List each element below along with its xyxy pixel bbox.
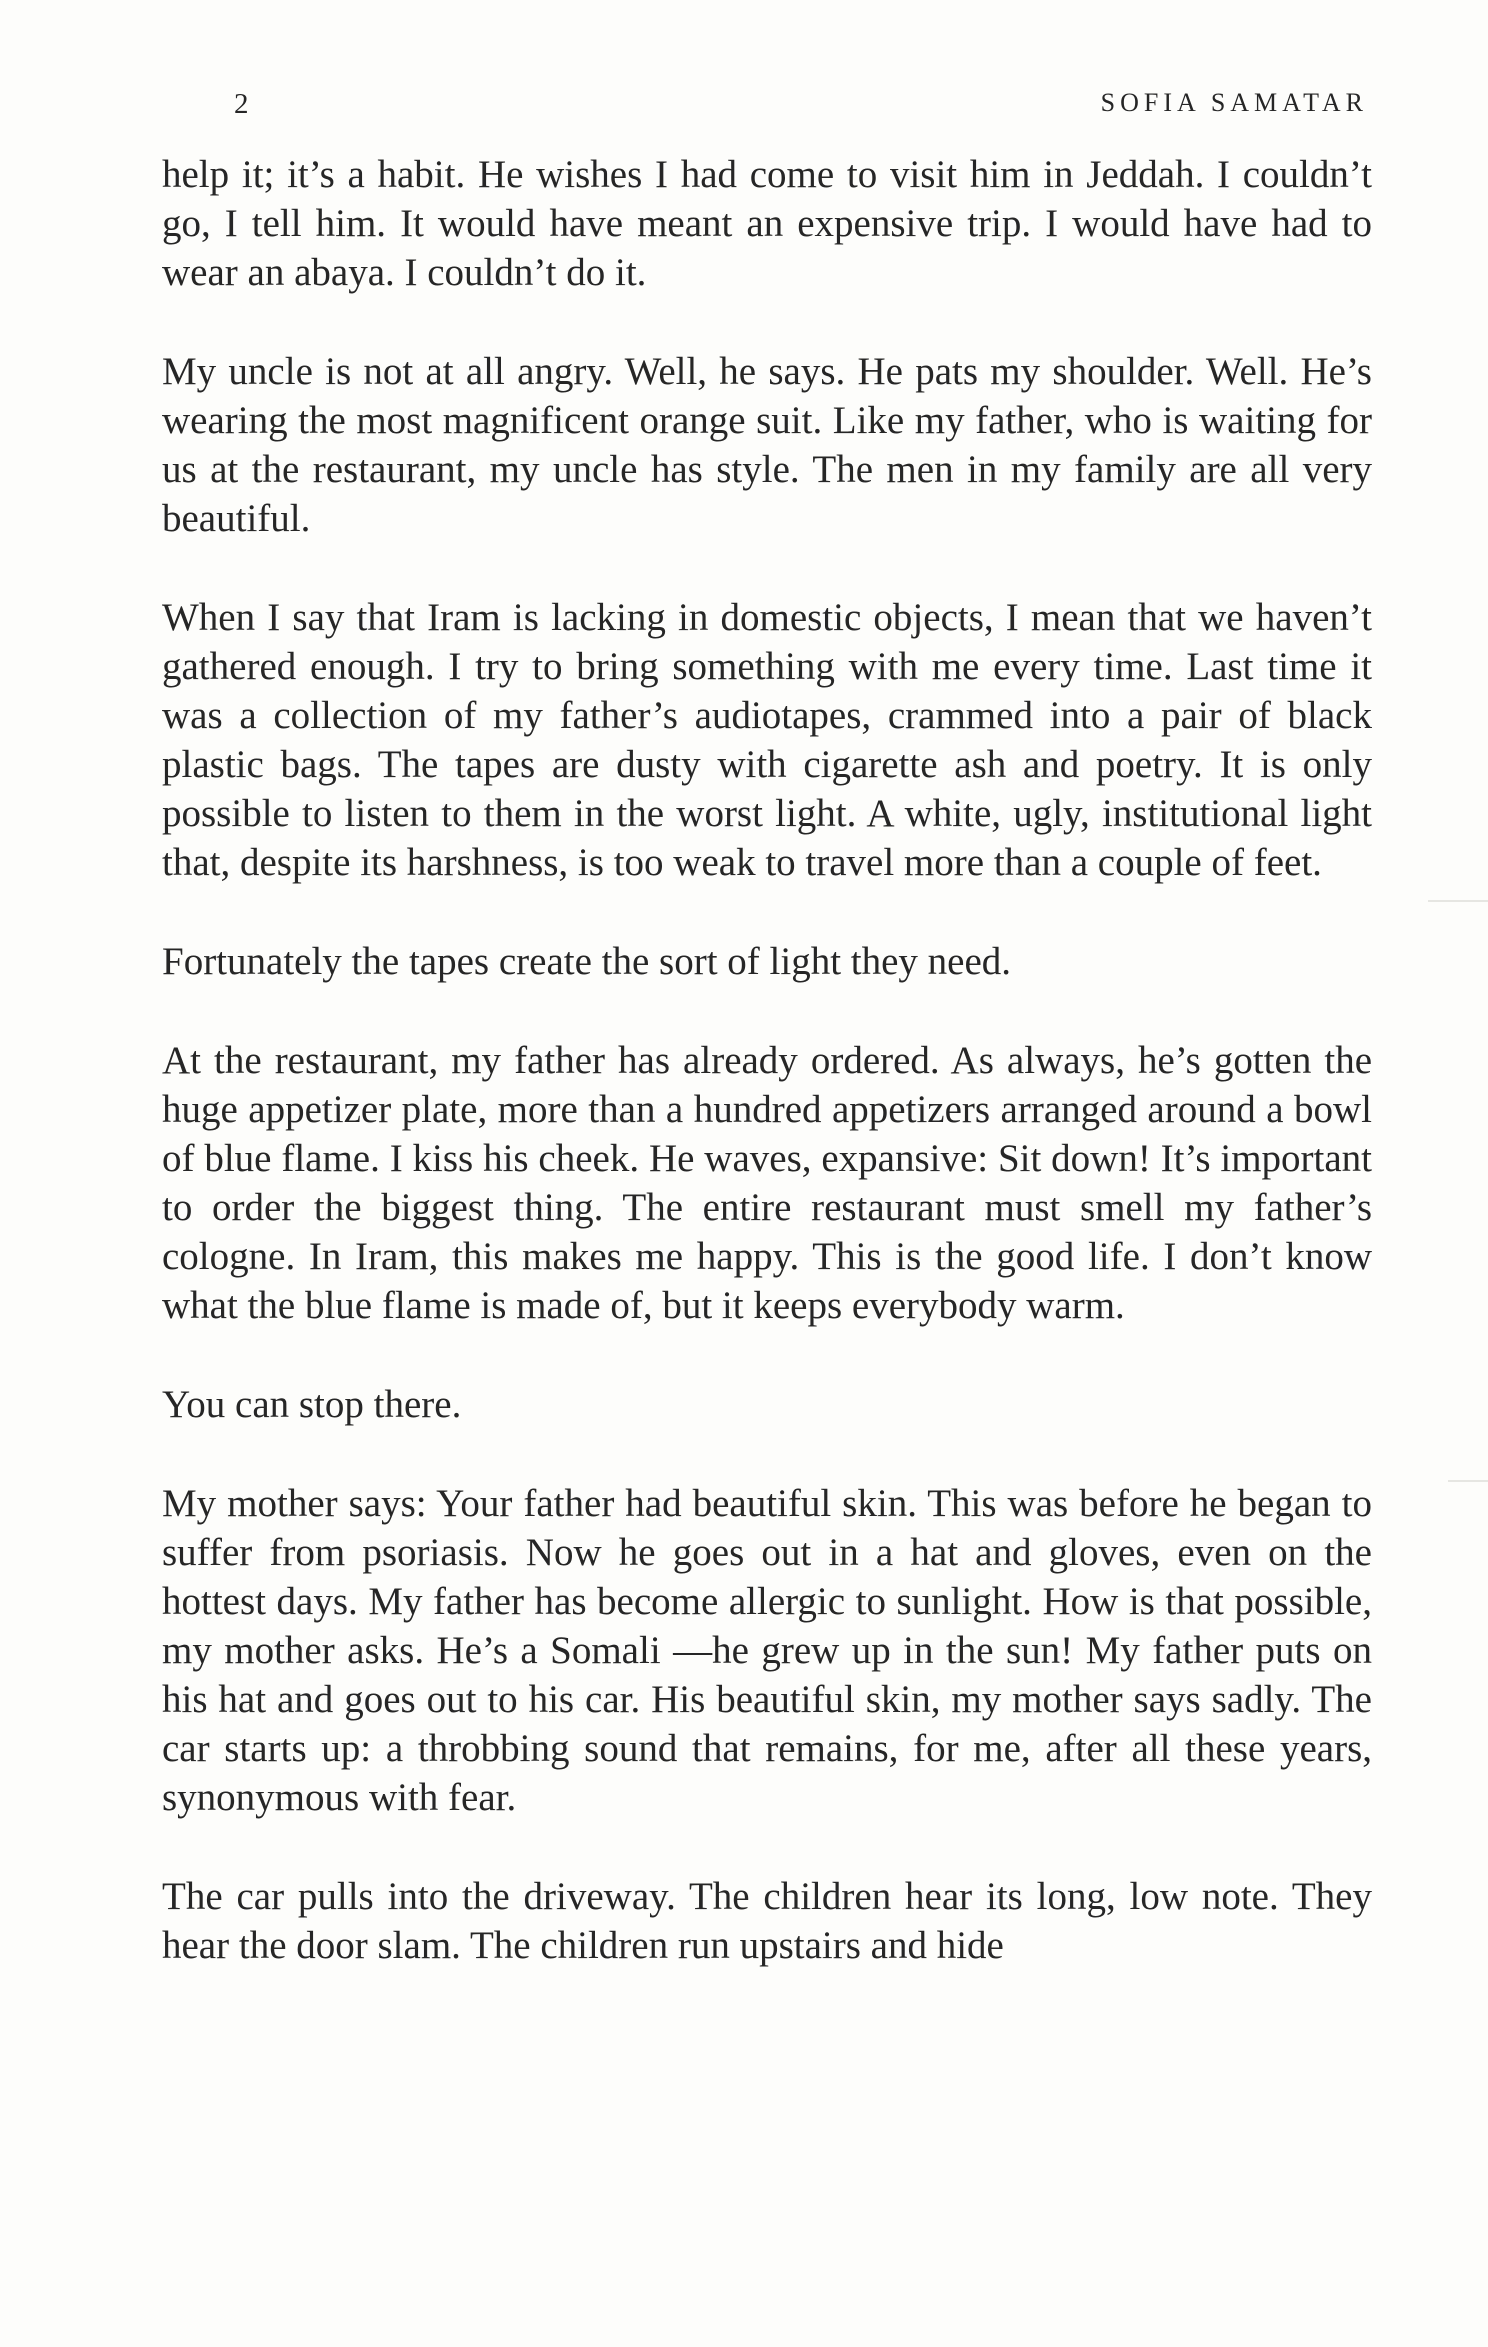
paragraph-mother-skin: My mother says: Your father had beautiful skin. This was before he began to suffer from psoriasis. Now he goes out in a hat and gloves, even on the hottest days. My father has become allergic to sunlight. How is that possible, my mother asks. He’s a Somali —he grew up in the sun! My father puts on his hat and goes out to his car. His beautiful skin, my mother says sadly. The car starts up: a throbbing sound that remains, for me, after all these years, synonymous with fear.	[162, 1482, 1372, 1819]
running-head	[234, 88, 1368, 128]
paragraph-tapes-light: Fortunately the tapes create the sort of light they need.	[162, 940, 1012, 983]
paragraph-stop-there: You can stop there.	[162, 1383, 462, 1426]
scan-artifact	[1428, 900, 1488, 902]
paragraph-driveway: The car pulls into the driveway. The children hear its long, low note. They hear the door slam. The children run upstairs and hide	[162, 1875, 1372, 1967]
paragraph-restaurant: At the restaurant, my father has already ordered. As always, he’s gotten the huge appetizer plate, more than a hundred appetizers arranged around a bowl of blue flame. I kiss his cheek. He waves, expansive: Sit down! It’s important to order the biggest thing. The entire restaurant must smell my father’s cologne. In Iram, this makes me happy. This is the good life. I don’t know what the blue flame is made of, but it keeps everybody warm.	[162, 1039, 1372, 1327]
scan-artifact	[1448, 1480, 1488, 1482]
page-number: 2	[234, 88, 250, 120]
paragraph-jeddah: help it; it’s a habit. He wishes I had come to visit him in Jeddah. I couldn’t go, I tell him. It would have meant an expensive trip. I would have had to wear an abaya. I couldn’t do it.	[162, 153, 1372, 294]
paragraph-iram-objects: When I say that Iram is lacking in domestic objects, I mean that we haven’t gathered enough. I try to bring something with me every time. Last time it was a collection of my father’s audiotapes, crammed into a pair of black plastic bags. The tapes are dusty with cigarette ash and poetry. It is only possible to listen to them in the worst light. A white, ugly, institutional light that, despite its harshness, is too weak to travel more than a couple of feet.	[162, 596, 1372, 884]
running-head-author: SOFIA SAMATAR	[1100, 88, 1368, 117]
paragraph-uncle: My uncle is not at all angry. Well, he says. He pats my shoulder. Well. He’s wearing the most magnificent orange suit. Like my father, who is waiting for us at the restaurant, my uncle has style. The men in my family are all very beautiful.	[162, 350, 1372, 540]
body-text	[162, 150, 1372, 1970]
